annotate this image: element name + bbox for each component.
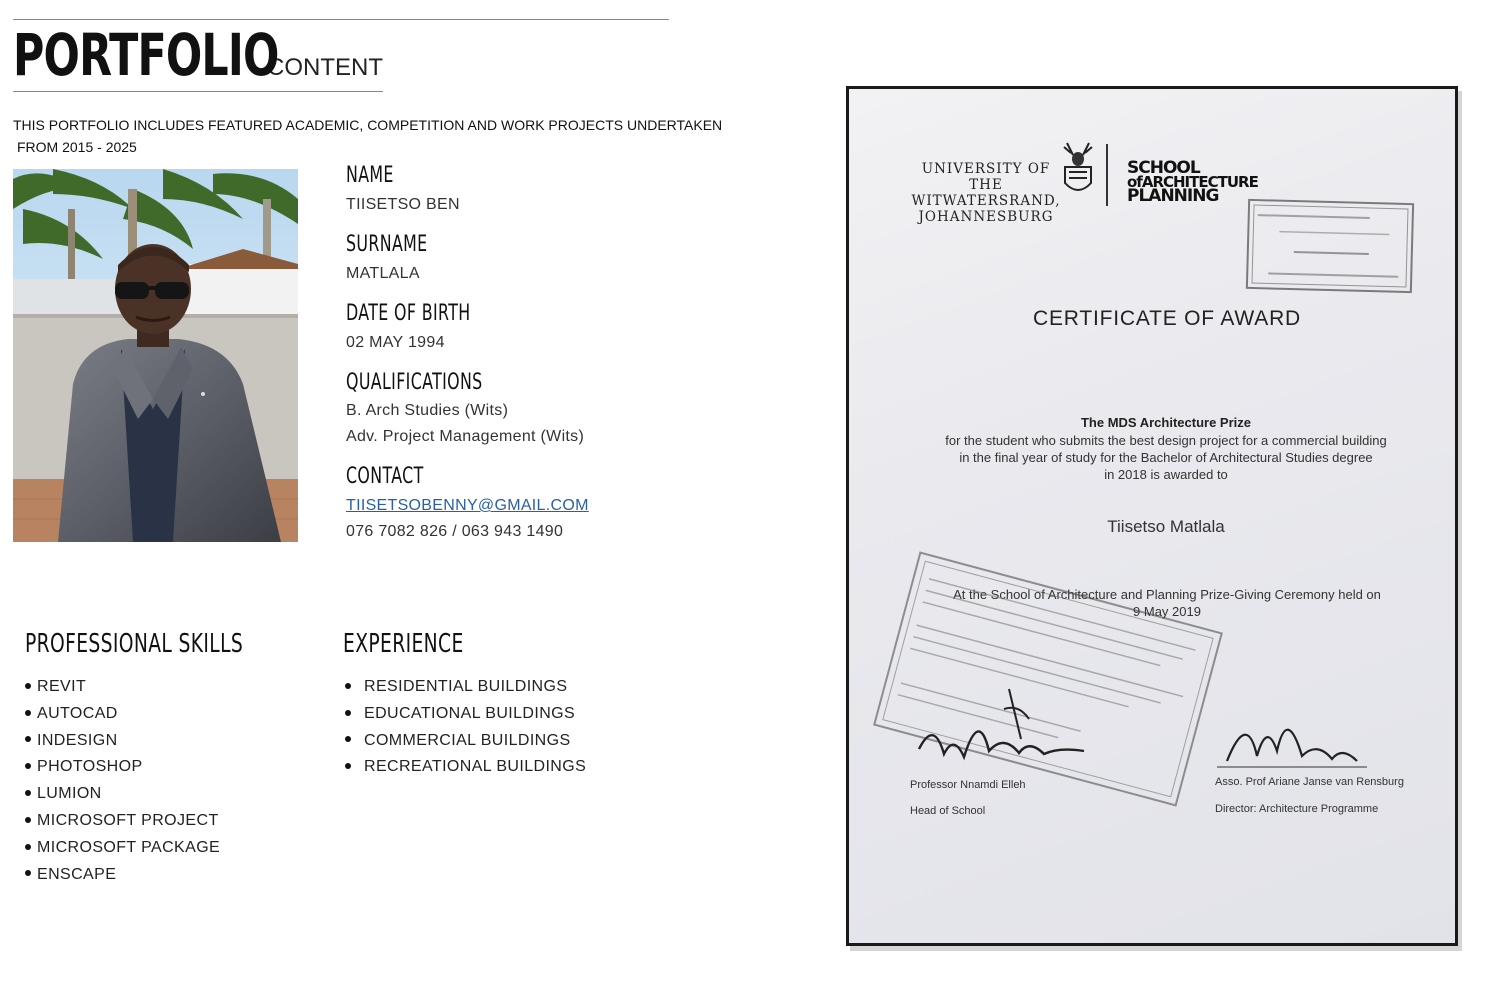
bullet-icon	[25, 844, 31, 850]
profile-photo	[13, 169, 298, 542]
award-certificate	[846, 86, 1458, 946]
intro-line-2: FROM 2015 - 2025	[17, 139, 137, 155]
surname-label: SURNAME	[346, 232, 428, 257]
list-item: LUMION	[25, 781, 220, 808]
university-crest-icon	[1061, 141, 1095, 199]
list-item: REVIT	[25, 674, 220, 701]
bullet-icon	[345, 683, 351, 689]
signatory-2-name: Asso. Prof Ariane Janse van Rensburg	[1215, 776, 1404, 788]
page-title	[13, 21, 383, 89]
list-item: AUTOCAD	[25, 701, 220, 728]
signatory-1-role: Head of School	[910, 805, 986, 817]
bullet-icon	[25, 817, 31, 823]
prize-name: The MDS Architecture Prize	[1080, 415, 1251, 430]
date-stamp	[1246, 199, 1414, 293]
list-item: RESIDENTIAL BUILDINGS	[343, 674, 586, 701]
experience-list	[343, 674, 586, 781]
bullet-icon	[25, 710, 31, 716]
contact-label: CONTACT	[346, 464, 424, 489]
skills-list	[25, 674, 220, 888]
signatory-1-name: Professor Nnamdi Elleh	[910, 779, 1026, 791]
name-value: TIISETSO BEN	[346, 196, 460, 213]
skills-heading: PROFESSIONAL SKILLS	[25, 629, 244, 659]
bullet-icon	[345, 736, 351, 742]
ceremony-text: At the School of Architecture and Planning Prize-Giving Ceremony held on 9 May 2019	[953, 587, 1381, 619]
list-item: PHOTOSHOP	[25, 754, 220, 781]
email-link[interactable]: TIISETSOBENNY@GMAIL.COM	[346, 497, 589, 514]
title-underline	[13, 91, 383, 92]
surname-value: MATLALA	[346, 265, 420, 282]
signatory-2-role: Director: Architecture Programme	[1215, 803, 1379, 815]
list-item: RECREATIONAL BUILDINGS	[343, 754, 586, 781]
bullet-icon	[25, 763, 31, 769]
bullet-icon	[345, 710, 351, 716]
bullet-icon	[345, 763, 351, 769]
intro-line-1: THIS PORTFOLIO INCLUDES FEATURED ACADEMIC, COMPETITION AND WORK PROJECTS UNDERTAKEN	[13, 117, 723, 133]
experience-heading: EXPERIENCE	[343, 629, 464, 659]
bullet-icon	[25, 790, 31, 796]
signature-1	[909, 679, 1109, 774]
prize-description: for the student who submits the best design project for a commercial building in the final year of study for the Bachelor of Architectural Studies degree in 2018 is awarded to	[945, 433, 1387, 482]
logo-divider	[1106, 144, 1108, 206]
qualifications-label: QUALIFICATIONS	[346, 370, 483, 395]
list-item: MICROSOFT PACKAGE	[25, 835, 220, 862]
university-name: UNIVERSITY OF THE WITWATERSRAND, JOHANNESBURG	[911, 161, 1061, 225]
certificate-title: CERTIFICATE OF AWARD	[1032, 307, 1301, 330]
dob-value: 02 MAY 1994	[346, 334, 445, 351]
list-item: ENSCAPE	[25, 862, 220, 889]
intro-text	[13, 114, 733, 158]
list-item: EDUCATIONAL BUILDINGS	[343, 701, 586, 728]
bullet-icon	[25, 870, 31, 876]
recipient-name: Tiisetso Matlala	[1107, 517, 1225, 536]
bullet-icon	[25, 736, 31, 742]
top-rule	[13, 19, 669, 20]
name-label: NAME	[346, 163, 394, 188]
bullet-icon	[25, 683, 31, 689]
dob-label: DATE OF BIRTH	[346, 301, 471, 326]
title-main: PORTFOLIO	[13, 21, 279, 89]
qualification-1: B. Arch Studies (Wits)	[346, 402, 509, 419]
title-sub: CONTENT	[267, 54, 383, 81]
signature-2	[1217, 701, 1367, 781]
list-item: COMMERCIAL BUILDINGS	[343, 728, 586, 755]
list-item: INDESIGN	[25, 728, 220, 755]
school-logo: SCHOOL ofARCHITECTURE PLANNING	[1127, 158, 1258, 206]
qualification-2: Adv. Project Management (Wits)	[346, 428, 585, 445]
list-item: MICROSOFT PROJECT	[25, 808, 220, 835]
phone-value: 076 7082 826 / 063 943 1490	[346, 523, 564, 540]
